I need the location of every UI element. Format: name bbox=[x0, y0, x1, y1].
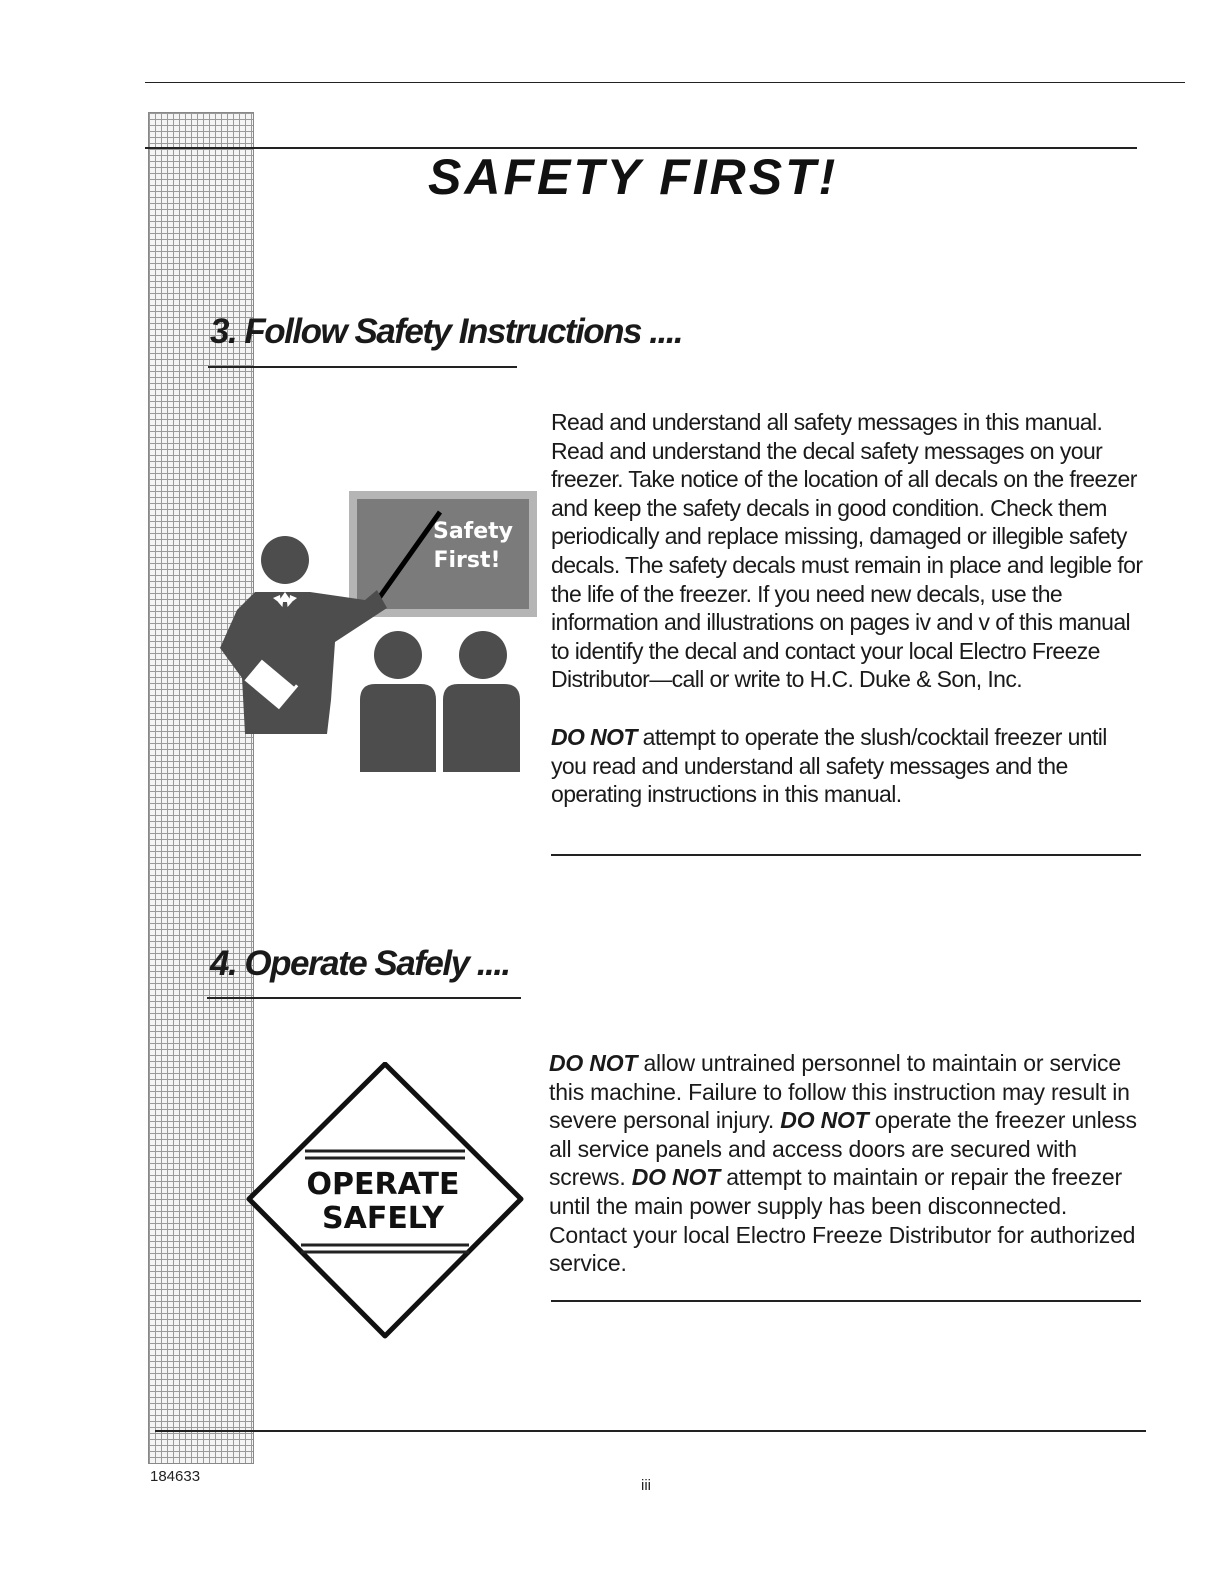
board-text-line2: First! bbox=[433, 548, 501, 573]
board-text-line1: Safety bbox=[432, 519, 514, 544]
section-4-heading-underline bbox=[207, 997, 521, 999]
section-3-paragraph-1: Read and understand all safety messages in this manual. Read and understand the decal safety messages on your freezer. Take notice of the location of all decals on the freezer and keep the safety decals in good condition. Check them periodically and replace missing, damaged or illegible safety decals. The safety decals must remain in place and legible for the life of the freezer. If you need new decals, use the information and illustrations on pages iv and v of this manual to identify the decal and contact your local Electro Freeze Distributor—call or write to H.C. Duke & Son, Inc. bbox=[551, 409, 1143, 693]
section-3-end-rule bbox=[551, 854, 1141, 856]
bottom-rule bbox=[155, 1430, 1146, 1432]
section-4-text-1: allow untrained personnel to maintain or service this machine. Failure to follow this instruction may result in severe personal injury. bbox=[549, 1050, 1130, 1134]
student-figures bbox=[360, 631, 520, 772]
section-4-paragraph bbox=[549, 1049, 1149, 1278]
section-4-end-rule bbox=[551, 1300, 1141, 1302]
operate-safely-sign bbox=[245, 1062, 525, 1340]
safety-instructor-illustration bbox=[215, 490, 540, 780]
section-3-heading-underline bbox=[208, 366, 517, 368]
page-number: iii bbox=[641, 1477, 651, 1494]
section-4-body bbox=[549, 1049, 1149, 1278]
sign-text-line2: SAFELY bbox=[322, 1201, 444, 1236]
section-4-text-3: attempt to maintain or repair the freezer until the main power supply has been disconnected. Contact your local Electro Freeze Distributor for authorized service. bbox=[549, 1164, 1136, 1277]
do-not-emphasis: DO NOT bbox=[551, 723, 637, 750]
sign-text-line1: OPERATE bbox=[306, 1167, 460, 1202]
document-number: 184633 bbox=[150, 1468, 201, 1485]
section-3-paragraph-2 bbox=[551, 723, 1146, 809]
section-4-text-2: operate the freezer unless all service panels and access doors are secured with screws. bbox=[549, 1107, 1137, 1191]
section-3-body bbox=[551, 408, 1146, 809]
section-4-heading: 4. Operate Safely .... bbox=[210, 944, 510, 983]
do-not-emphasis: DO NOT bbox=[549, 1050, 638, 1076]
page-title: SAFETY FIRST! bbox=[428, 149, 839, 205]
top-rule bbox=[145, 82, 1185, 83]
section-3-paragraph-2-text: attempt to operate the slush/cocktail freezer until you read and understand all safety messages and the operating instructions in this manual. bbox=[551, 723, 1107, 808]
do-not-emphasis: DO NOT bbox=[780, 1107, 869, 1134]
section-3-heading: 3. Follow Safety Instructions .... bbox=[210, 312, 683, 351]
do-not-emphasis: DO NOT bbox=[631, 1164, 720, 1191]
